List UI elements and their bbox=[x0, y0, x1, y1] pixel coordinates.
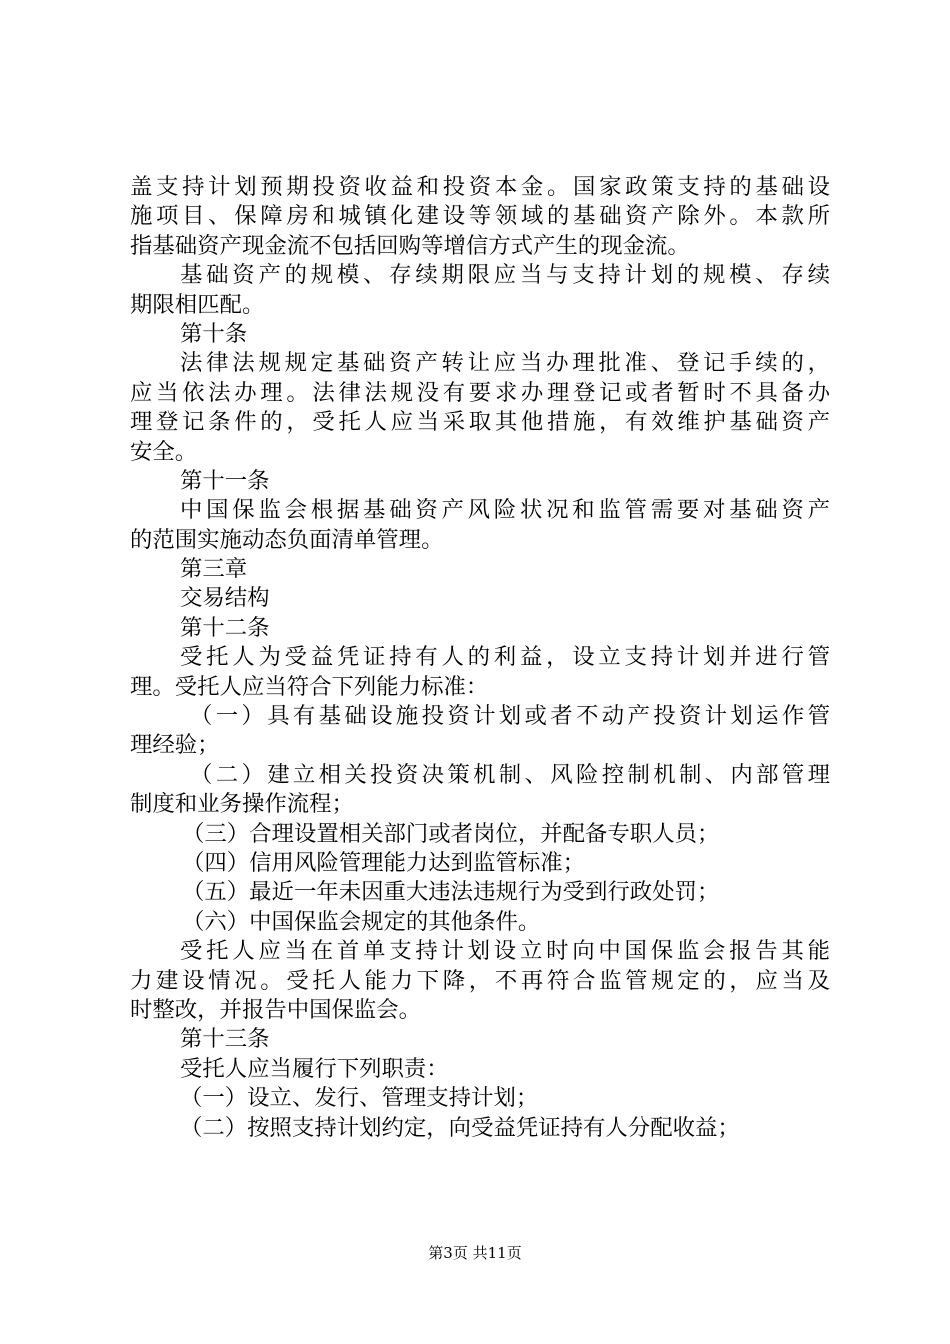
chapter-heading: 第三章 bbox=[180, 556, 248, 583]
article-heading: 第十二条 bbox=[180, 614, 270, 641]
text-line: 盖支持计划预期投资收益和投资本金。国家政策支持的基础设 bbox=[130, 174, 830, 200]
document-body bbox=[130, 173, 830, 1143]
list-item: （二）建立相关投资决策机制、风险控制机制、内部管理 bbox=[190, 761, 830, 788]
list-item: （一）设立、发行、管理支持计划； bbox=[180, 1085, 539, 1112]
list-item: （五）最近一年未因重大违法违规行为受到行政处罚； bbox=[182, 879, 720, 906]
article-heading: 第十一条 bbox=[180, 467, 270, 494]
text-line: 受托人为受益凭证持有人的利益，设立支持计划并进行管 bbox=[180, 644, 830, 671]
page-footer bbox=[0, 1244, 950, 1262]
page-number: 第3页 共11页 bbox=[428, 1244, 522, 1262]
text-line: 理登记条件的，受托人应当采取其他措施，有效维护基础资产 bbox=[130, 409, 830, 436]
text-line: 受托人应当在首单支持计划设立时向中国保监会报告其能 bbox=[180, 938, 830, 965]
text-line: 理经验； bbox=[130, 732, 220, 759]
text-line: 理。受托人应当符合下列能力标准： bbox=[130, 673, 489, 700]
text-line: 应当依法办理。法律法规没有要求办理登记或者暂时不具备办 bbox=[130, 379, 830, 406]
text-line: 施项目、保障房和城镇化建设等领域的基础资产除外。本款所 bbox=[130, 203, 830, 230]
list-item: （三）合理设置相关部门或者岗位，并配备专职人员； bbox=[182, 820, 720, 847]
article-heading: 第十条 bbox=[180, 320, 248, 347]
list-item: （六）中国保监会规定的其他条件。 bbox=[182, 908, 541, 935]
list-item: （一）具有基础设施投资计划或者不动产投资计划运作管 bbox=[190, 703, 830, 730]
text-line: 制度和业务操作流程； bbox=[130, 791, 354, 818]
text-line: 力建设情况。受托人能力下降，不再符合监管规定的，应当及 bbox=[130, 967, 830, 994]
article-heading: 第十三条 bbox=[180, 1026, 270, 1053]
text-line: 时整改，并报告中国保监会。 bbox=[130, 996, 422, 1023]
text-line: 基础资产的规模、存续期限应当与支持计划的规模、存续 bbox=[180, 262, 830, 289]
text-line: 指基础资产现金流不包括回购等增信方式产生的现金流。 bbox=[130, 232, 690, 259]
text-line: 中国保监会根据基础资产风险状况和监管需要对基础资产 bbox=[180, 497, 830, 524]
chapter-title: 交易结构 bbox=[180, 585, 270, 612]
text-line: 法律法规规定基础资产转让应当办理批准、登记手续的， bbox=[180, 350, 830, 377]
list-item: （四）信用风险管理能力达到监管标准； bbox=[182, 849, 586, 876]
text-line: 安全。 bbox=[130, 438, 198, 465]
text-line: 受托人应当履行下列职责： bbox=[180, 1055, 449, 1082]
list-item: （二）按照支持计划约定，向受益凭证持有人分配收益； bbox=[180, 1114, 740, 1141]
text-line: 的范围实施动态负面清单管理。 bbox=[130, 526, 444, 553]
text-line: 期限相匹配。 bbox=[130, 291, 265, 318]
